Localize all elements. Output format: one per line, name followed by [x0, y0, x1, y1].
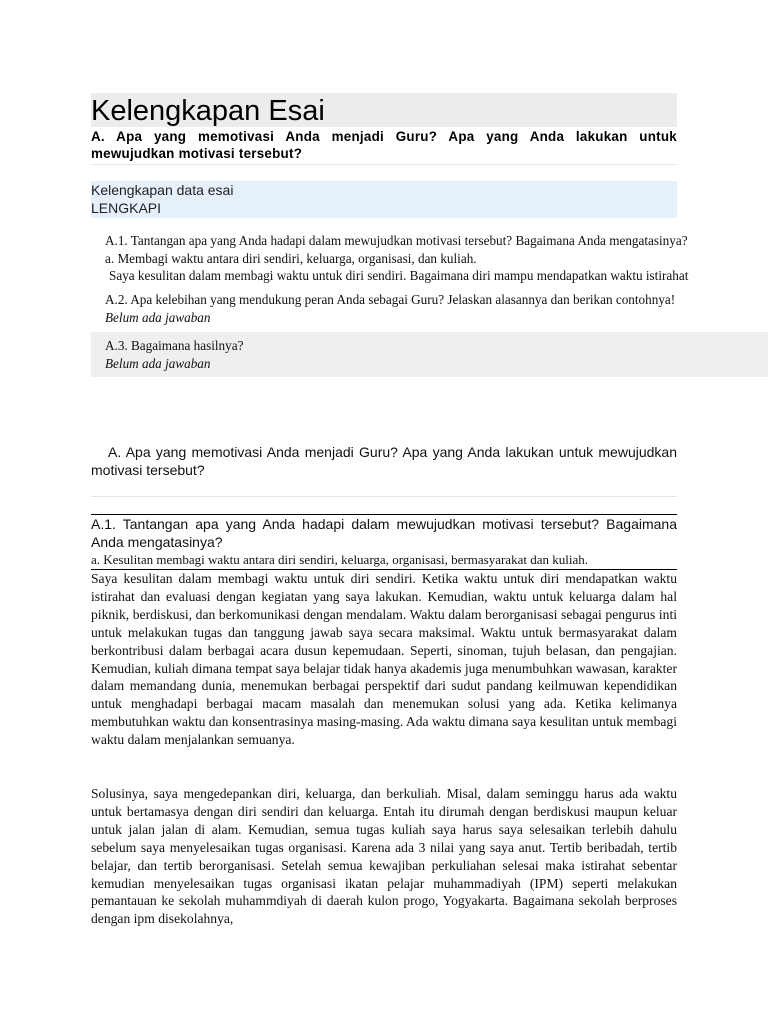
a3-question: A.3. Bagaimana hasilnya?	[105, 338, 244, 353]
a1-point: a. Membagi waktu antara diri sendiri, keluarga, organisasi, dan kuliah.	[105, 251, 477, 266]
answer-paragraph-1: Saya kesulitan dalam membagi waktu untuk diri sendiri. Ketika waktu untuk diri mendapatkan waktu istirahat dan evaluasi dengan kegiatan yang saya lakukan. Kemudian, waktu untuk keluarga dalam hal piknik, berdiskusi, dan berkomunikasi dengan mendalam. Waktu dalam berorganisasi sebagai pengurus inti untuk melakukan tugas dan tanggung jawab saya secara maksimal. Waktu untuk bermasyarakat dalam berkontribusi dalam berbagai acara dusun kepemudaan. Seperti, sinoman, tujuh belasan, dan pengajian. Kemudian, kuliah dimana tempat saya belajar tidak hanya akademis juga menumbuhkan wawasan, karakter dalam memandang dunia, menemukan berbagai perspektif dari sudut pandang keilmuwan kependidikan untuk menghadapi berbagai macam masalah dan menemukan solusi yang ada. Ketika kelimanya membutuhkan waktu dan konsentrasinya masing-masing. Ada waktu dimana saya kesulitan untuk membagi waktu dalam menjalankan semuanya.	[91, 571, 677, 748]
divider	[91, 496, 677, 497]
a1-question: A.1. Tantangan apa yang Anda hadapi dalam mewujudkan motivasi tersebut? Bagaimana Anda mengatasinya?	[105, 233, 688, 248]
a1-heading: A.1. Tantangan apa yang Anda hadapi dalam mewujudkan motivasi tersebut? Bagaimana Anda mengatasinya?	[91, 516, 677, 550]
a2-answer: Belum ada jawaban	[105, 310, 211, 325]
page-title: Kelengkapan Esai	[91, 95, 325, 127]
a3-answer: Belum ada jawaban	[105, 356, 211, 371]
question-a-bold: A. Apa yang memotivasi Anda menjadi Guru? Apa yang Anda lakukan untuk mewujudkan motivasi tersebut?	[91, 129, 677, 161]
a1-subpoint: a. Kesulitan membagi waktu antara diri sendiri, keluarga, organisasi, bermasyarakat dan kuliah.	[91, 552, 588, 567]
question-a-plain: A. Apa yang memotivasi Anda menjadi Guru? Apa yang Anda lakukan untuk mewujudkan motivasi tersebut?	[91, 444, 677, 478]
a1-answer: Saya kesulitan dalam membagi waktu untuk diri sendiri. Bagaimana diri mampu mendapatkan waktu istirahat	[109, 268, 689, 283]
answer-paragraph-2: Solusinya, saya mengedepankan diri, keluarga, dan berkuliah. Misal, dalam seminggu harus ada waktu untuk bertamasya dengan diri sendiri dan keluarga. Entah itu dirumah dengan berdiskusi maupun keluar untuk jalan jalan di alam. Kemudian, semua tugas kuliah saya harus saya selesaikan terlebih dahulu sebelum saya menyelesaikan tugas organisasi. Karena ada 3 nilai yang saya anut. Tertib beribadah, tertib belajar, dan tertib berorganisasi. Setelah semua kewajiban perkuliahan selesai maka istirahat sebentar kemudian menyelesaikan tugas organisasi ikatan pelajar muhammadiyah (IPM) seperti melakukan pemantauan ke sekolah muhammdiyah di daerah kulon progo, Yogyakarta. Bagaimana sekolah berproses dengan ipm disekolahnya,	[91, 786, 677, 927]
completeness-status-link[interactable]: LENGKAPI	[91, 200, 162, 216]
divider	[91, 164, 677, 165]
a2-question: A.2. Apa kelebihan yang mendukung peran Anda sebagai Guru? Jelaskan alasannya dan berikan contohnya!	[105, 292, 676, 307]
completeness-label: Kelengkapan data esai	[91, 182, 234, 198]
